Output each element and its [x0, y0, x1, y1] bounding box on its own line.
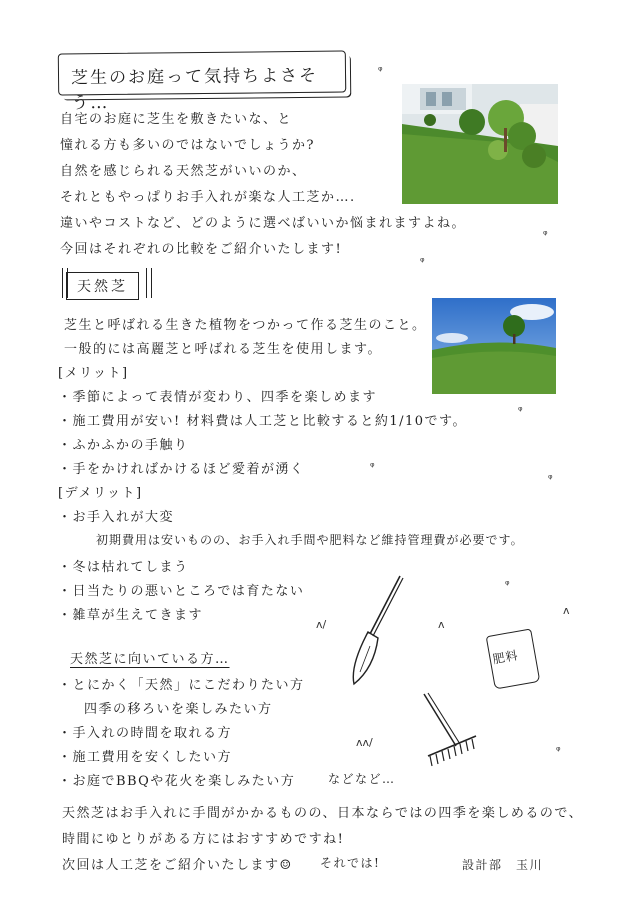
sprout-icon: ᵠ — [543, 228, 548, 241]
fertilizer-label: 肥料 — [491, 648, 520, 667]
demerit-detail: 初期費用は安いものの、お手入れ手間や肥料など維持管理費が必要です。 — [96, 533, 524, 547]
sprout-icon: ᵠ — [518, 404, 523, 417]
section-desc-line: 一般的には高麗芝と呼ばれる芝生を使用します。 — [64, 342, 382, 357]
tag-mark — [146, 268, 152, 298]
merit-item: ・季節によって表情が変わり、四季を楽しめます — [58, 390, 378, 405]
sprout-icon: ᵠ — [378, 64, 383, 77]
grass-icon: ʌ/ — [316, 618, 327, 631]
closing-line: 時間にゆとりがある方にはおすすめですね! — [62, 832, 345, 847]
suited-item: ・とにかく「天然」にこだわりたい方 — [58, 678, 305, 693]
merit-item: ・ふかふかの手触り — [58, 438, 189, 453]
sprout-icon: ᵠ — [420, 255, 425, 268]
sprout-icon: ᵠ — [370, 460, 375, 473]
title-box — [58, 50, 346, 114]
grass-icon: ʌ — [563, 604, 570, 617]
suited-heading: 天然芝に向いている方… — [70, 652, 230, 667]
grass-icon: ʌʌ/ — [356, 736, 373, 749]
intro-line: 今回はそれぞれの比較をご紹介いたします! — [60, 242, 343, 257]
merit-heading: [メリット] — [58, 366, 129, 381]
grass-icon: ʌ — [438, 618, 445, 631]
suited-item: ・手入れの時間を取れる方 — [58, 726, 233, 741]
intro-line: 違いやコストなど、どのように選べばいいか悩まれますよね。 — [60, 216, 467, 231]
suited-item-detail: 四季の移ろいを楽しみたい方 — [84, 702, 273, 717]
demerit-heading: [デメリット] — [58, 486, 143, 501]
sprout-icon: ᵠ — [505, 578, 510, 591]
rake-icon — [418, 690, 488, 772]
sprout-icon: ᵠ — [548, 472, 553, 485]
etc-text: などなど… — [328, 772, 396, 786]
grass-icon: ᵠ — [556, 744, 561, 757]
intro-line: それともやっぱりお手入れが楽な人工芝か…. — [60, 190, 356, 205]
broom-icon — [340, 572, 412, 692]
demerit-item: ・雑草が生えてきます — [58, 608, 204, 623]
tag-mark — [62, 268, 68, 298]
suited-item: ・施工費用を安くしたい方 — [58, 750, 233, 765]
closing-line: 天然芝はお手入れに手間がかかるものの、日本ならではの四季を楽しめるので、 — [62, 806, 584, 821]
suited-item: ・お庭でBBQや花火を楽しみたい方 — [58, 774, 296, 789]
merit-item: ・手をかければかけるほど愛着が湧く — [58, 462, 305, 477]
signature: 設計部 玉川 — [462, 858, 544, 872]
demerit-item: ・日当たりの悪いところでは育たない — [58, 584, 305, 599]
demerit-item: ・お手入れが大変 — [58, 510, 175, 525]
intro-line: 自然を感じられる天然芝がいいのか、 — [60, 164, 307, 179]
page-title: 芝生のお庭って気持ちよさそう… — [70, 65, 319, 114]
closing-line: 次回は人工芝をご紹介いたします☺ — [62, 858, 293, 873]
fertilizer-bag-icon — [486, 628, 541, 689]
lawn-photo — [432, 298, 556, 394]
intro-line: 憧れる方も多いのではないでしょうか? — [60, 138, 315, 153]
garden-photo — [402, 84, 558, 204]
farewell-text: それでは! — [320, 856, 381, 870]
section-tag: 天然芝 — [66, 272, 139, 300]
intro-line: 自宅のお庭に芝生を敷きたいな、と — [60, 112, 293, 127]
demerit-item: ・冬は枯れてしまう — [58, 560, 189, 575]
merit-item: ・施工費用が安い! 材料費は人工芝と比較すると約1/10です。 — [58, 414, 468, 429]
section-desc-line: 芝生と呼ばれる生きた植物をつかって作る芝生のこと。 — [64, 318, 427, 333]
